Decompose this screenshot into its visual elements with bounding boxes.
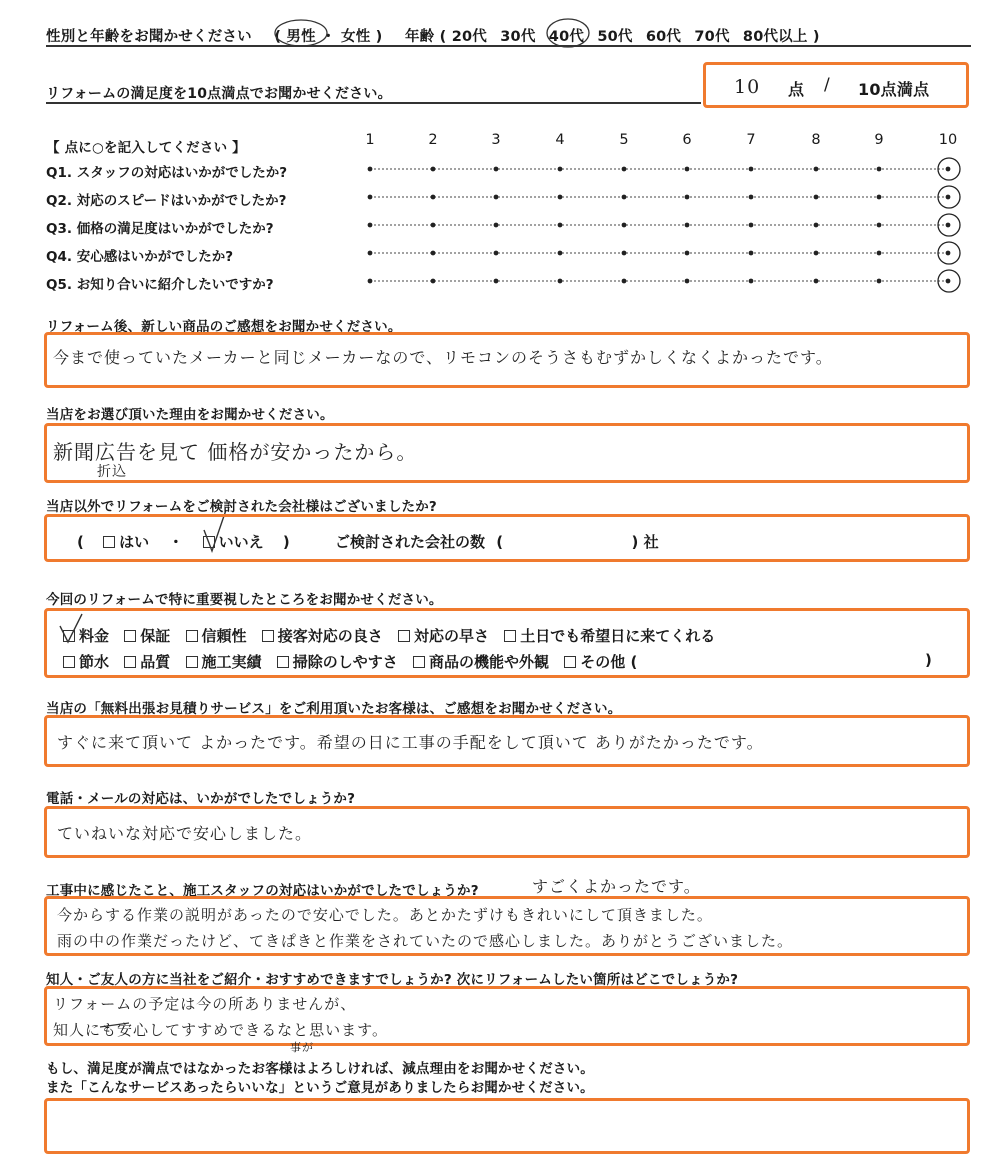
referral-answer-line2: 知人にも安心してすすめできるなと思います。 [53, 1021, 388, 1039]
rating-point-8[interactable] [814, 167, 819, 172]
gender-age-label: 性別と年齢をお聞かせください [46, 29, 252, 45]
reason-answer-box[interactable] [44, 423, 970, 483]
improvement-question-line1: もし、満足度が満点ではなかったお客様はよろしければ、減点理由をお聞かせください。 [46, 1061, 594, 1077]
rating-point-6[interactable] [685, 167, 690, 172]
scale-number: 5 [619, 132, 629, 148]
rating-point-8[interactable] [814, 251, 819, 256]
other-companies-options [77, 531, 659, 552]
reason-question: 当店をお選び頂いた理由をお聞かせください。 [46, 407, 334, 423]
age-selection-circle [547, 19, 589, 47]
scale-number: 1 [365, 132, 375, 148]
rating-point-3[interactable] [494, 167, 499, 172]
rating-point-4[interactable] [558, 167, 563, 172]
age-option-50[interactable]: 50代 [597, 29, 633, 45]
count-unit: 社 [643, 533, 659, 551]
priority-option[interactable] [262, 627, 383, 645]
satisfaction-score-value: 10 [734, 76, 761, 98]
options-close-paren: ) [282, 533, 290, 551]
improvement-answer-box[interactable] [44, 1098, 970, 1154]
checkbox[interactable] [186, 630, 198, 642]
impression-answer-box[interactable] [44, 332, 970, 388]
no-checkbox[interactable] [203, 536, 215, 548]
checkbox[interactable] [124, 656, 136, 668]
rating-point-10[interactable] [946, 167, 951, 172]
gender-male-option[interactable]: 男性 [286, 29, 316, 45]
rating-point-2[interactable] [431, 195, 436, 200]
option-label: 施工実績 [201, 653, 262, 671]
rating-point-5[interactable] [622, 251, 627, 256]
rating-point-2[interactable] [431, 223, 436, 228]
rating-point-8[interactable] [814, 279, 819, 284]
count-close-paren: ) [631, 533, 639, 551]
priority-option[interactable] [63, 627, 109, 645]
priorities-box [44, 608, 970, 678]
construction-question: 工事中に感じたこと、施工スタッフの対応はいかがでしたでしょうか? [46, 883, 479, 899]
rating-point-9[interactable] [877, 223, 882, 228]
priority-option[interactable] [413, 653, 549, 671]
age-option-20[interactable]: 20代 [451, 29, 487, 45]
age-option-60[interactable]: 60代 [645, 29, 682, 45]
count-open-paren: ( [496, 533, 504, 551]
priorities-question: 今回のリフォームで特に重要視したところをお聞かせください。 [46, 592, 443, 608]
options-open-paren: ( [77, 533, 84, 551]
gender-open-paren: ( [274, 29, 282, 45]
rating-point-2[interactable] [431, 167, 436, 172]
rating-point-4[interactable] [558, 251, 563, 256]
rating-question-q5: Q5. お知り合いに紹介したいですか? [46, 277, 274, 293]
rating-point-3[interactable] [494, 223, 499, 228]
rating-point-10[interactable] [946, 195, 951, 200]
rating-point-10[interactable] [946, 279, 951, 284]
age-close-paren: ) [812, 29, 820, 45]
checkbox[interactable] [504, 630, 516, 642]
checkbox[interactable] [564, 656, 576, 668]
reason-correction: 折込 [97, 464, 127, 480]
rating-instruction: 【 点に○を記入してください 】 [46, 140, 246, 156]
improvement-note: 事が [290, 1041, 314, 1054]
rating-point-7[interactable] [749, 279, 754, 284]
rating-point-3[interactable] [494, 195, 499, 200]
checkbox[interactable] [124, 630, 136, 642]
rating-point-1[interactable] [368, 223, 373, 228]
option-label: 接客対応の良さ [277, 627, 383, 645]
priority-option[interactable] [124, 653, 170, 671]
yes-checkbox[interactable] [103, 536, 115, 548]
rating-point-5[interactable] [622, 167, 627, 172]
scale-number: 7 [746, 132, 756, 148]
reason-answer: 新聞広告を見て 価格が安かったから。 [53, 440, 418, 464]
no-label: いいえ [218, 533, 264, 551]
rating-point-7[interactable] [749, 251, 754, 256]
rating-question-q1: Q1. スタッフの対応はいかがでしたか? [46, 165, 288, 181]
priorities-row-2 [63, 651, 647, 672]
contact-answer: ていねいな対応で安心しました。 [57, 824, 313, 843]
rating-point-9[interactable] [877, 251, 882, 256]
score-slash: / [824, 75, 830, 95]
age-option-30[interactable]: 30代 [500, 29, 536, 45]
priorities-row-1 [63, 625, 725, 646]
rating-point-7[interactable] [749, 167, 754, 172]
priority-option[interactable] [124, 627, 170, 645]
checkbox[interactable] [398, 630, 410, 642]
rating-point-3[interactable] [494, 279, 499, 284]
option-label: 保証 [140, 627, 171, 645]
gender-separator: ・ [321, 29, 336, 45]
rating-point-1[interactable] [368, 195, 373, 200]
construction-answer-box[interactable] [44, 896, 970, 956]
rating-question-q3: Q3. 価格の満足度はいかがでしたか? [46, 221, 274, 237]
rating-point-9[interactable] [877, 167, 882, 172]
improvement-question-line2: また「こんなサービスあったらいいな」というご意見がありましたらお聞かせください。 [46, 1080, 594, 1096]
option-label: 信頼性 [201, 627, 247, 645]
rating-point-8[interactable] [814, 195, 819, 200]
priority-option[interactable] [186, 627, 247, 645]
gender-female-option[interactable]: 女性 [341, 29, 371, 45]
rating-point-6[interactable] [685, 251, 690, 256]
rating-point-10[interactable] [946, 223, 951, 228]
rating-point-10[interactable] [946, 251, 951, 256]
rating-point-1[interactable] [368, 167, 373, 172]
score-max-label: 10点満点 [858, 80, 930, 99]
priority-option[interactable] [398, 627, 489, 645]
options-dot: ・ [168, 533, 184, 551]
company-count-label: ご検討された会社の数 [334, 533, 485, 551]
rating-point-6[interactable] [685, 223, 690, 228]
priority-option[interactable] [564, 653, 637, 671]
other-companies-question: 当店以外でリフォームをご検討された会社様はございましたか? [46, 499, 437, 515]
option-label: 節水 [79, 653, 110, 671]
option-label: 掃除のしやすさ [292, 653, 398, 671]
rating-point-5[interactable] [622, 223, 627, 228]
checkbox[interactable] [262, 630, 274, 642]
age-option-70[interactable]: 70代 [694, 29, 730, 45]
rating-point-4[interactable] [558, 223, 563, 228]
rating-point-7[interactable] [749, 223, 754, 228]
option-label: 品質 [140, 653, 171, 671]
gender-selection-circle [275, 20, 327, 46]
rating-point-6[interactable] [685, 279, 690, 284]
age-open-paren: ( [439, 29, 447, 45]
checkbox[interactable] [277, 656, 289, 668]
construction-inline-answer: すごくよかったです。 [532, 877, 701, 896]
option-label: 料金 [79, 627, 110, 645]
rating-point-9[interactable] [877, 279, 882, 284]
option-label: その他 ( [580, 653, 638, 671]
construction-answer-line2: 雨の中の作業だったけど、てきぱきと作業をされていたので感心しました。ありがとうございました。 [57, 932, 794, 950]
gender-close-paren: ) [375, 29, 383, 45]
checkbox[interactable] [63, 630, 75, 642]
scale-number: 10 [938, 132, 958, 148]
scale-number: 6 [682, 132, 692, 148]
scale-number: 9 [874, 132, 884, 148]
rating-point-4[interactable] [558, 279, 563, 284]
rating-question-q2: Q2. 対応のスピードはいかがでしたか? [46, 193, 287, 209]
rating-point-6[interactable] [685, 195, 690, 200]
referral-answer-box[interactable] [44, 986, 970, 1046]
priority-option[interactable] [63, 653, 109, 671]
rating-point-5[interactable] [622, 195, 627, 200]
priority-option[interactable] [504, 627, 715, 645]
rating-point-1[interactable] [368, 279, 373, 284]
impression-question: リフォーム後、新しい商品のご感想をお聞かせください。 [46, 319, 402, 335]
age-label: 年齢 [404, 29, 435, 45]
satisfaction-question: リフォームの満足度を10点満点でお聞かせください。 [46, 86, 392, 102]
other-close-paren: ) [925, 651, 932, 669]
rating-point-5[interactable] [622, 279, 627, 284]
rating-point-2[interactable] [431, 251, 436, 256]
score-unit: 点 [788, 80, 805, 99]
rating-point-3[interactable] [494, 251, 499, 256]
construction-answer-line1: 今からする作業の説明があったので安心でした。あとかたずけもきれいにして頂きました。 [57, 906, 713, 924]
rating-question-q4: Q4. 安心感はいかがでしたか? [46, 249, 234, 265]
checkbox[interactable] [413, 656, 425, 668]
rating-point-9[interactable] [877, 195, 882, 200]
rating-point-1[interactable] [368, 251, 373, 256]
option-label: 商品の機能や外観 [429, 653, 550, 671]
referral-question: 知人・ご友人の方に当社をご紹介・おすすめできますでしょうか? 次にリフォームしたい箇所はどこでしょうか? [46, 972, 739, 988]
estimate-question: 当店の「無料出張お見積りサービス」をご利用頂いたお客様は、ご感想をお聞かせください。 [46, 701, 622, 717]
age-option-40[interactable]: 40代 [548, 29, 585, 45]
other-companies-box [44, 514, 970, 562]
estimate-answer-box[interactable] [44, 715, 970, 767]
contact-question: 電話・メールの対応は、いかがでしたでしょうか? [46, 791, 356, 807]
rating-point-8[interactable] [814, 223, 819, 228]
age-option-80[interactable]: 80代以上 [742, 29, 808, 45]
rating-point-7[interactable] [749, 195, 754, 200]
rating-point-4[interactable] [558, 195, 563, 200]
priority-option[interactable] [277, 653, 398, 671]
checkbox[interactable] [63, 656, 75, 668]
contact-answer-box[interactable] [44, 806, 970, 858]
scale-number: 3 [491, 132, 501, 148]
option-label: 土日でも希望日に来てくれる [520, 627, 716, 645]
priority-option[interactable] [186, 653, 262, 671]
scale-number: 4 [555, 132, 565, 148]
option-label: 対応の早さ [414, 627, 490, 645]
scale-number: 2 [428, 132, 438, 148]
referral-answer-line1: リフォームの予定は今の所ありませんが、 [53, 995, 357, 1013]
scale-number: 8 [811, 132, 821, 148]
checkbox[interactable] [186, 656, 198, 668]
rating-point-2[interactable] [431, 279, 436, 284]
estimate-answer: すぐに来て頂いて よかったです。希望の日に工事の手配をして頂いて ありがたかったです。 [57, 733, 764, 752]
yes-label: はい [119, 533, 150, 551]
impression-answer: 今まで使っていたメーカーと同じメーカーなので、リモコンのそうさもむずかしくなくよかったです。 [53, 348, 833, 367]
